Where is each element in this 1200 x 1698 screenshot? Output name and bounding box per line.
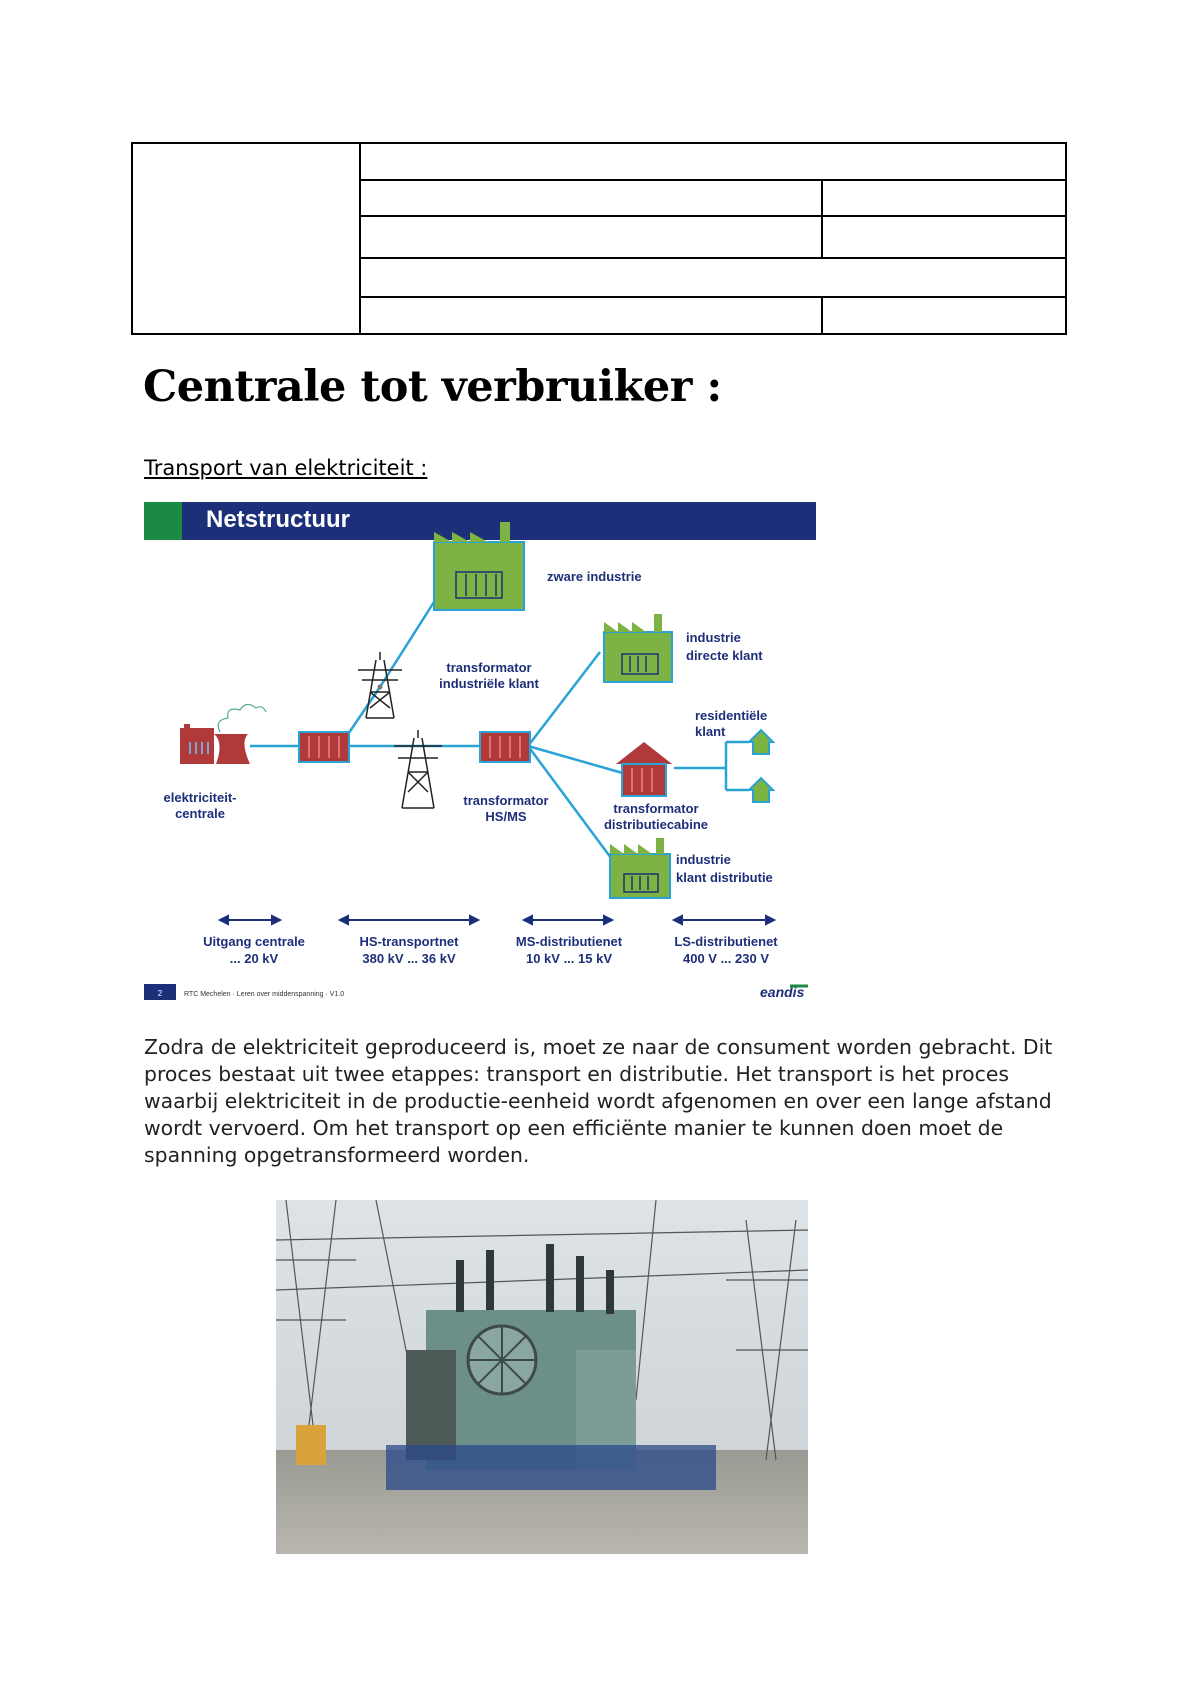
- segment-3-range: 10 kV ... 15 kV: [525, 951, 613, 966]
- segment-2-name: HS-transportnet: [359, 934, 459, 949]
- transformer-hsms-label-1: transformator: [463, 793, 549, 808]
- body-paragraph: Zodra de elektriciteit geproduceerd is, moet ze naar de consument worden gebracht. Dit proces bestaat uit twee etappes: transport en distributie. Het transport is het proces waarbij elektriciteit in de productie-eenheid wordt afgenomen en over een lange afstand wordt vervoerd. Om het transport op een efficiënte manier te kunnen doen moet de spanning opgetransformeerd worden.: [144, 1035, 1053, 1167]
- residential-label-1: residentiële: [695, 708, 768, 723]
- segment-3-name: MS-distributienet: [515, 934, 623, 949]
- blue-safety-fence: [386, 1445, 716, 1490]
- heavy-industry-label: zware industrie: [547, 569, 642, 584]
- transformer-hsms-label-2: HS/MS: [485, 809, 527, 824]
- netstructuur-slide: [144, 502, 816, 1002]
- page-title: Centrale tot verbruiker :: [143, 362, 722, 412]
- segment-1-name: Uitgang centrale: [203, 934, 305, 949]
- industry-direct-icon: [604, 614, 672, 682]
- header-table: [131, 142, 1067, 335]
- header-logo-cell: [133, 144, 361, 333]
- header-row-4: [361, 259, 1065, 298]
- industry-distribution-icon: [610, 838, 670, 898]
- transformer-cabin-label-1: transformator: [613, 801, 699, 816]
- substation-photo: [276, 1200, 808, 1554]
- segment-1-range: ... 20 kV: [229, 951, 279, 966]
- power-plant-icon: [180, 704, 266, 764]
- segment-4-name: LS-distributienet: [674, 934, 778, 949]
- section-subtitle: Transport van elektriciteit :: [144, 456, 428, 480]
- eandis-logo: eandis: [760, 984, 805, 1000]
- heavy-industry-icon: [434, 522, 524, 610]
- segment-4-range: 400 V ... 230 V: [682, 951, 770, 966]
- slide-page-number: 2: [157, 989, 163, 998]
- header-row-5: [361, 298, 1065, 333]
- equipment-yellow: [296, 1425, 326, 1465]
- plant-label-2: centrale: [175, 806, 225, 821]
- header-row-1: [361, 144, 1065, 181]
- industry-direct-label-1: industrie: [686, 630, 741, 645]
- pylon-icon-2: [394, 730, 442, 808]
- industry-dist-label-1: industrie: [676, 852, 731, 867]
- residential-house-icon: [749, 730, 773, 802]
- transformer-cabin-label-2: distributiecabine: [603, 817, 709, 832]
- segment-arrows: [220, 916, 774, 924]
- header-row-3: [361, 217, 1065, 259]
- industry-dist-label-2: klant distributie: [676, 870, 773, 885]
- transformer-cabin-icon: [616, 742, 672, 796]
- industry-direct-label-2: directe klant: [686, 648, 763, 663]
- residential-label-2: klant: [695, 724, 726, 739]
- network-diagram: [144, 502, 816, 1002]
- plant-label-1: elektriciteit-: [163, 790, 237, 805]
- segment-2-range: 380 kV ... 36 kV: [362, 951, 456, 966]
- transformer-industrial-label-1: transformator: [446, 660, 532, 675]
- slide-title: Netstructuur: [206, 506, 351, 533]
- slide-footer-text: RTC Mechelen · Leren over middenspanning · V1.0: [184, 991, 345, 998]
- transformer-plant-icon: [299, 732, 349, 762]
- header-row-2: [361, 181, 1065, 217]
- transformer-industrial-label-2: industriële klant: [439, 676, 539, 691]
- transformer-hsms-icon: [480, 732, 530, 762]
